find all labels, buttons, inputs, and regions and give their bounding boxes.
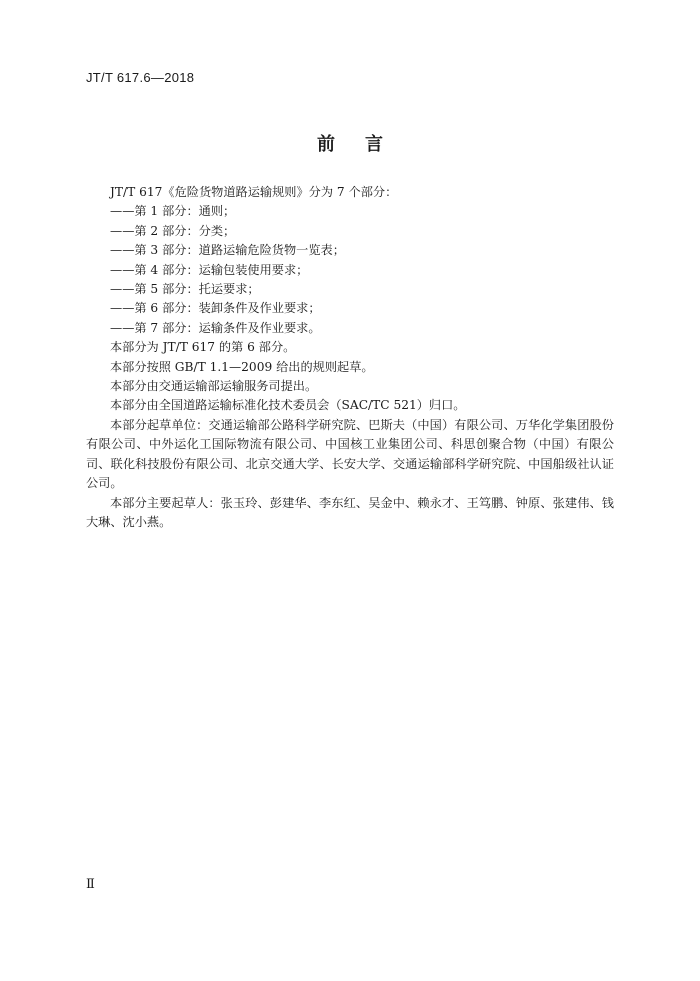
intro-paragraph: JT/T 617《危险货物道路运输规则》分为 7 个部分： <box>110 185 398 199</box>
list-item: ——第 6 部分：装卸条件及作业要求； <box>110 301 321 316</box>
list-item: ——第 1 部分：通则； <box>110 204 236 219</box>
this-part-statement: 本部分为 JT/T 617 的第 6 部分。 <box>110 340 296 355</box>
list-item: ——第 7 部分：运输条件及作业要求。 <box>110 320 321 335</box>
drafters-paragraph: 本部分主要起草人：张玉玲、彭建华、李东红、吴金中、赖永才、王笃鹏、钟原、张建伟、钱大琳、沈小燕。 <box>86 495 614 529</box>
list-item: ——第 4 部分：运输包装使用要求； <box>110 262 309 277</box>
drafting-rules-statement: 本部分按照 GB/T 1.1—2009 给出的规则起草。 <box>110 359 374 374</box>
centralized-by-statement: 本部分由全国道路运输标准化技术委员会（SAC/TC 521）归口。 <box>110 398 466 413</box>
standard-code: JT/T 617.6—2018 <box>86 70 195 85</box>
parts-list <box>86 202 614 338</box>
drafting-units-paragraph: 本部分起草单位：交通运输部公路科学研究院、巴斯夫（中国）有限公司、万华化学集团股份有限公司、中外运化工国际物流有限公司、中国核工业集团公司、科思创聚合物（中国）有限公司、联化科技股份有限公司、北京交通大学、长安大学、交通运输部科学研究院、中国船级社认证公司。 <box>86 417 614 491</box>
list-item: ——第 2 部分：分类； <box>110 223 236 238</box>
foreword-body <box>86 183 614 532</box>
list-item: ——第 5 部分：托运要求； <box>110 282 260 297</box>
page-number: Ⅱ <box>86 877 95 892</box>
proposed-by-statement: 本部分由交通运输部运输服务司提出。 <box>110 379 318 394</box>
page-title: 前言 <box>317 134 413 155</box>
list-item: ——第 3 部分：道路运输危险货物一览表； <box>110 243 345 258</box>
